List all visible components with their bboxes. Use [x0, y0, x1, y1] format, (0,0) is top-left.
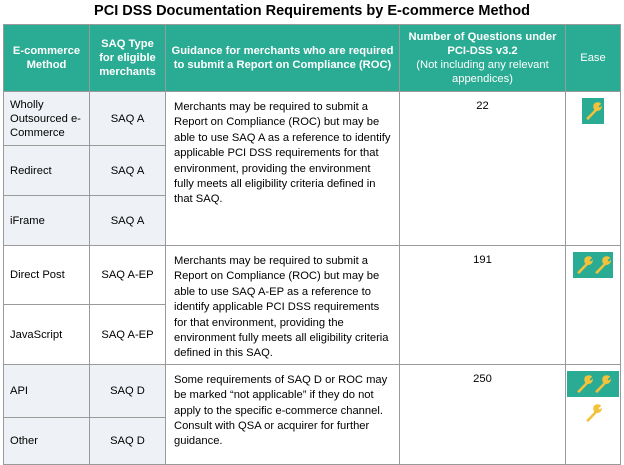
ease-rating-1: [582, 98, 604, 124]
method-cell: iFrame: [4, 196, 90, 246]
wrench-icon: [584, 101, 602, 121]
saq-cell: SAQ A: [90, 196, 166, 246]
table-row: [4, 364, 621, 417]
ease-rating-3: [567, 371, 619, 397]
saq-cell: SAQ A-EP: [90, 246, 166, 305]
header-method: E-commerce Method: [4, 25, 90, 92]
header-guidance: Guidance for merchants who are required to submit a Report on Compliance (ROC): [166, 25, 400, 92]
ease-cell: [566, 246, 621, 365]
header-saq-type: SAQ Type for eligible merchants: [90, 25, 166, 92]
guidance-cell: Merchants may be required to submit a Report on Compliance (ROC) but may be able to use SAQ A-EP as a reference to identify applicable PCI DSS requirements for that environment, providing the environment fully meets all eligibility criteria defined in this SAQ.: [166, 246, 400, 365]
saq-cell: SAQ A: [90, 92, 166, 146]
header-ease: Ease: [566, 25, 621, 92]
questions-cell: 22: [400, 92, 566, 246]
saq-cell: SAQ D: [90, 417, 166, 464]
method-cell: Redirect: [4, 146, 90, 196]
header-questions-sub: (Not including any relevant appendices): [416, 59, 549, 85]
page-title: PCI DSS Documentation Requirements by E-commerce Method: [94, 3, 530, 19]
header-questions: [400, 25, 566, 92]
ease-cell: [566, 92, 621, 246]
wrench-icon: [584, 403, 602, 423]
questions-cell: 191: [400, 246, 566, 365]
table-row: [4, 92, 621, 146]
wrench-icon: [575, 255, 593, 275]
header-questions-main: Number of Questions under PCI-DSS v3.2: [408, 31, 557, 57]
saq-cell: SAQ A: [90, 146, 166, 196]
wrench-icon: [575, 374, 593, 394]
wrench-icon: [593, 255, 611, 275]
ecommerce-methods-table: [3, 24, 621, 465]
table-row: [4, 246, 621, 305]
questions-cell: 250: [400, 364, 566, 464]
method-cell: Wholly Outsourced e-Commerce: [4, 92, 90, 146]
header-row: [4, 25, 621, 92]
guidance-cell: Merchants may be required to submit a Report on Compliance (ROC) but may be able to use SAQ A as a reference to identify applicable PCI DSS requirements for that environment, providing the environment fully meets all eligibility criteria defined in that SAQ.: [166, 92, 400, 246]
saq-cell: SAQ A-EP: [90, 305, 166, 364]
saq-cell: SAQ D: [90, 364, 166, 417]
method-cell: Other: [4, 417, 90, 464]
method-cell: Direct Post: [4, 246, 90, 305]
method-cell: JavaScript: [4, 305, 90, 364]
ease-rating-2: [573, 252, 613, 278]
ease-cell: [566, 364, 621, 464]
wrench-icon: [593, 374, 611, 394]
method-cell: API: [4, 364, 90, 417]
guidance-cell: Some requirements of SAQ D or ROC may be marked “not applicable” if they do not apply to the specific e-commerce channel. Consult with QSA or acquirer for further guidance.: [166, 364, 400, 464]
